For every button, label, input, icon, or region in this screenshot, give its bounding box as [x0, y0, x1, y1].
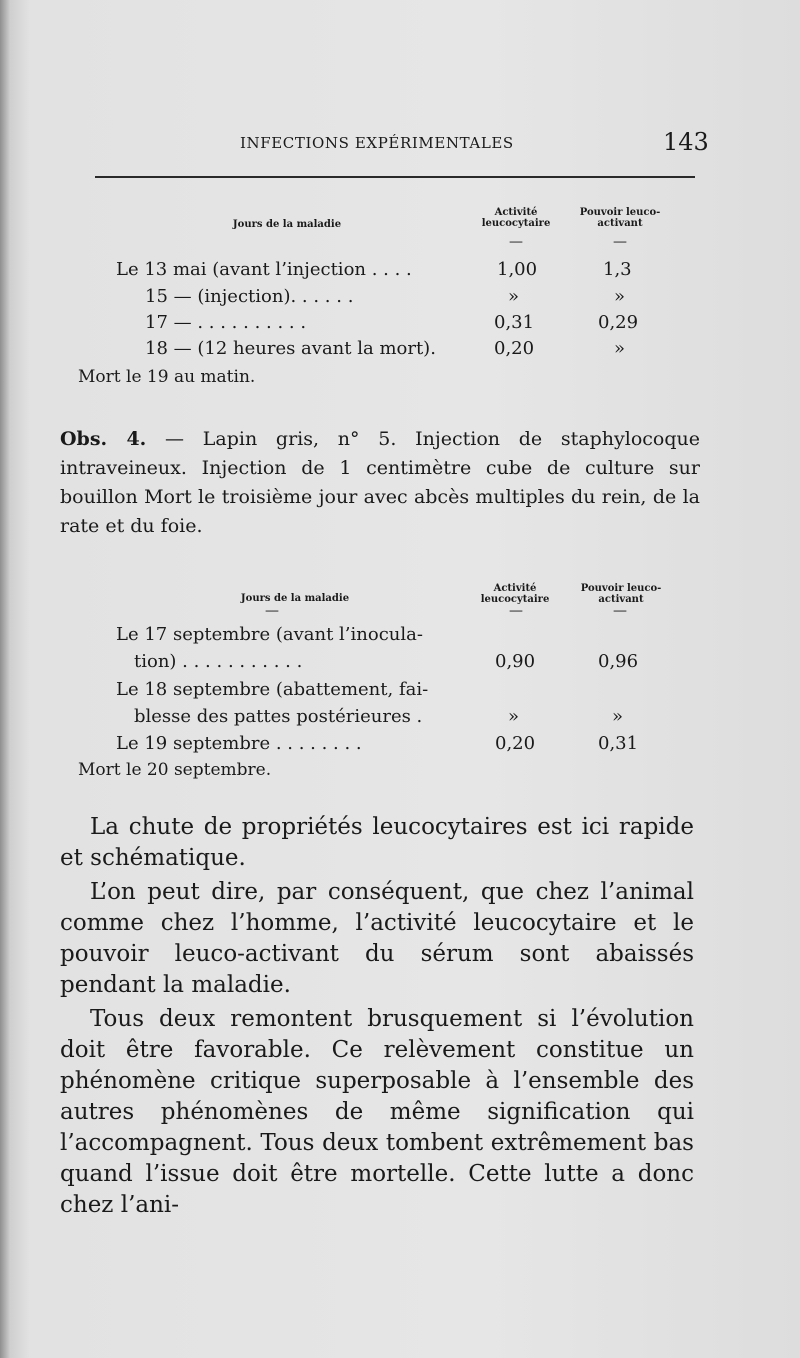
observation-paragraph [60, 425, 700, 541]
death-note: Mort le 20 septembre. [78, 760, 272, 780]
column-dash: — [613, 603, 627, 619]
activity-value: 0,20 [495, 733, 536, 754]
page-number: 143 [663, 128, 709, 156]
column-header-power: Pouvoir leuco-activant [580, 583, 662, 605]
column-dash: — [613, 234, 627, 250]
table-row-label: Le 19 septembre . . . . . . . . [116, 733, 362, 754]
column-dash: — [509, 603, 523, 619]
table-row-label: blesse des pattes postérieures . [134, 706, 423, 727]
paragraph: Tous deux remontent brusquement si l’évolution doit être favorable. Ce relèvement constitue un phénomène critique superposable à l’ensemble des autres phénomènes de même signification qui l’accompagnent. Tous deux tombent extrêmement bas quand l’issue doit être mortelle. Cette lutte a donc chez l’ani- [60, 1006, 694, 1218]
table-row-label: Le 18 septembre (abattement, fai- [116, 679, 429, 700]
power-value: 0,29 [598, 312, 639, 333]
table-row-label: 15 — (injection). . . . . . [145, 286, 354, 307]
paragraph: L’on peut dire, par conséquent, que chez l’animal comme chez l’homme, l’activité leucocytaire et le pouvoir leuco-activant du sérum sont abaissés pendant la maladie. [60, 879, 694, 998]
power-value: » [614, 286, 626, 307]
activity-value: 0,90 [495, 651, 536, 672]
table-row-label: 18 — (12 heures avant la mort). [145, 338, 436, 359]
activity-value: » [508, 706, 520, 727]
power-value: » [612, 706, 624, 727]
table-row-label: 17 — . . . . . . . . . . [145, 312, 307, 333]
table-row-label: tion) . . . . . . . . . . . [134, 651, 303, 672]
activity-value: 0,31 [494, 312, 535, 333]
column-header-activity: Activité leucocytaire [481, 207, 551, 229]
column-dash: — [265, 603, 279, 619]
power-value: 0,96 [598, 651, 639, 672]
column-dash: — [509, 234, 523, 250]
observation-text: — Lapin gris, n° 5. Injection de staphylocoque intraveineux. Injection de 1 centimètre cube de culture sur bouillon Mort le troisième jour avec abcès multiples du rein, de la rate et du foie. [60, 428, 700, 537]
activity-value: 1,00 [497, 259, 538, 280]
paragraph: La chute de propriétés leucocytaires est ici rapide et schématique. [60, 814, 694, 871]
column-header-day: Jours de la maladie [240, 593, 350, 604]
death-note: Mort le 19 au matin. [78, 367, 256, 387]
running-header [0, 128, 800, 156]
column-header-power: Pouvoir leuco-activant [579, 207, 661, 229]
header-rule [95, 176, 695, 178]
body-text [60, 812, 694, 1221]
power-value: 0,31 [598, 733, 639, 754]
running-title: INFECTIONS EXPÉRIMENTALES [240, 134, 514, 152]
activity-value: » [508, 286, 520, 307]
column-header-day: Jours de la maladie [232, 219, 342, 230]
power-value: » [614, 338, 626, 359]
table-row-label: Le 13 mai (avant l’injection . . . . [116, 259, 412, 280]
column-header-activity: Activité leucocytaire [480, 583, 550, 605]
activity-value: 0,20 [494, 338, 535, 359]
table-row-label: Le 17 septembre (avant l’inocula- [116, 624, 423, 645]
power-value: 1,3 [603, 259, 632, 280]
observation-label: Obs. 4. [60, 428, 147, 450]
